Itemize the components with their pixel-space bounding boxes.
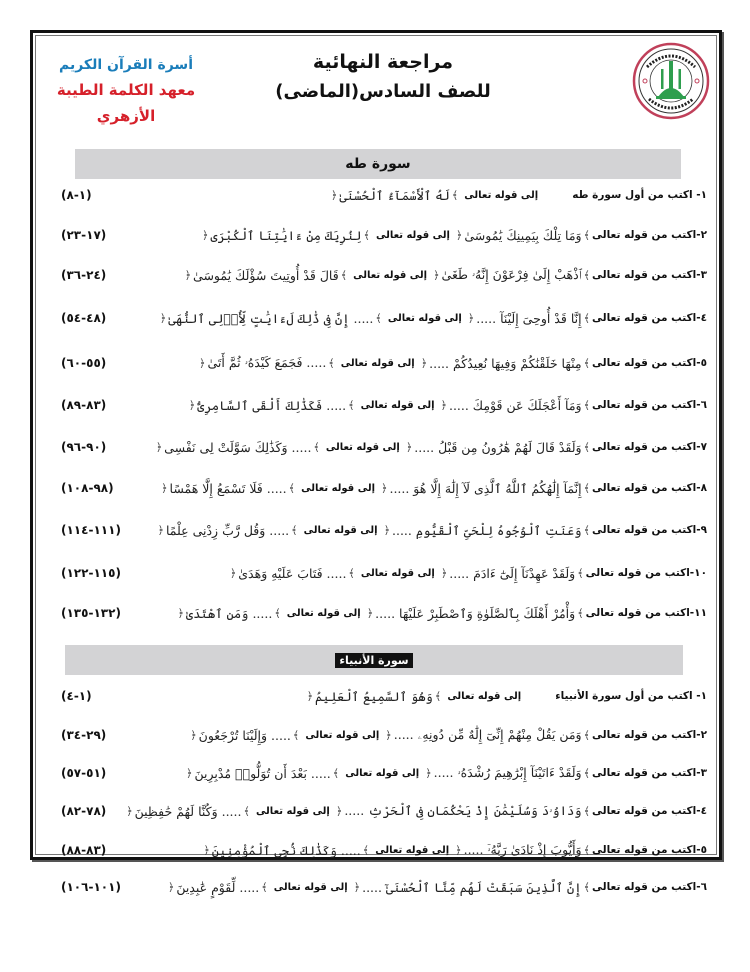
to-label: إلى قوله تعالى	[303, 524, 378, 536]
ornament-open: ﴾	[583, 311, 591, 325]
question-row	[47, 263, 707, 287]
question-row	[47, 761, 707, 785]
to-ayah: ..... بَعْدَ أَن تُوَلُّوا۟ مُدْبِرِينَ	[194, 765, 331, 781]
question-prefix: ٣-اكتب من قوله تعالى	[592, 269, 707, 281]
ornament-close: ﴿	[161, 481, 168, 495]
from-ayah: إِنَّا قَدْ أُوحِىَ إِلَيْنَآ .....	[476, 310, 582, 326]
ornament-close: ﴿	[229, 566, 237, 580]
ayah-range: (٤٨-٥٤)	[61, 311, 107, 325]
to-label: إلى قوله تعالى	[340, 357, 415, 369]
to-label: إلى قوله تعالى	[286, 607, 361, 619]
page-title: مراجعة النهائية	[312, 51, 454, 73]
ornament-open: ﴾	[328, 356, 335, 370]
question-row	[47, 875, 707, 899]
title-block	[253, 47, 513, 107]
question-row	[47, 223, 707, 247]
section-title-anbiya: سورة الأنبياء	[335, 653, 412, 668]
to-label: إلى قوله تعالى	[375, 229, 450, 241]
to-ayah: وَهُوَ ٱلسَّمِيعُ ٱلْعَلِيمُ	[315, 688, 433, 704]
to-label: إلى قوله تعالى	[447, 690, 522, 702]
to-ayah: ..... وَكَذَٰلِكَ سَوَّلَتْ لِى نَفْسِى	[164, 439, 312, 455]
question-prefix: ٥-اكتب من قوله تعالى	[592, 357, 707, 369]
ornament-close: ﴿	[203, 843, 210, 857]
to-label: إلى قوله تعالى	[255, 805, 330, 817]
ornament-open: ﴾	[577, 566, 584, 580]
ornament-open: ﴾	[340, 268, 348, 282]
to-ayah: لِنُرِيَكَ مِنْ ءَايَٰتِنَا ٱلْكُبْرَى	[210, 227, 362, 243]
from-ayah: وَدَاوُۥدَ وَسُلَيْمَٰنَ إِذْ يَحْكُمَانِ فِى ٱلْحَرْثِ .....	[344, 803, 582, 818]
ornament-close: ﴿	[467, 311, 475, 325]
from-ayah: وَمَن يَقُلْ مِنْهُمْ إِنِّىٓ إِلَٰهٌ مِّن دُونِهِۦ .....	[393, 727, 582, 742]
ayah-range: (١١١-١١٤)	[61, 523, 121, 537]
ornament-close: ﴿	[420, 356, 428, 370]
ayah-range: (٥١-٥٧)	[61, 766, 107, 780]
to-ayah: ..... فَلَا تَسْمَعُ إِلَّا هَمْسًا	[169, 480, 287, 496]
to-label: إلى قوله تعالى	[301, 482, 376, 494]
question-row	[47, 183, 707, 207]
question-prefix: ٨-اكتب من قوله تعالى	[592, 482, 707, 494]
ornament-close: ﴿	[159, 311, 167, 325]
question-prefix: ٩-اكتب من قوله تعالى	[592, 524, 707, 536]
question-row	[47, 518, 707, 542]
question-row	[47, 561, 707, 585]
ayah-range: (٢٩-٣٤)	[61, 728, 107, 742]
to-ayah: ..... فَتَابَ عَلَيْهِ وَهَدَىٰ	[238, 565, 347, 581]
ornament-open: ﴾	[577, 606, 584, 620]
question-row	[47, 476, 707, 500]
page-subtitle: للصف السادس(الماضى)	[275, 81, 491, 102]
ornament-close: ﴿	[335, 804, 343, 818]
ornament-open: ﴾	[332, 766, 340, 780]
from-ayah: ٱذْهَبْ إِلَىٰ فِرْعَوْنَ إِنَّهُۥ طَغَىٰ	[441, 267, 582, 282]
ornament-open: ﴾	[583, 523, 591, 537]
ornament-close: ﴿	[177, 606, 184, 620]
to-ayah: ..... فَجَمَعَ كَيْدَهُۥ ثُمَّ أَتَىٰ	[207, 355, 327, 370]
to-label: إلى قوله تعالى	[345, 767, 420, 779]
ornament-close: ﴿	[353, 880, 361, 894]
from-ayah: وَلَقَدْ قَالَ لَهُمْ هَٰرُونُ مِن قَبْلُ .....	[414, 439, 582, 455]
ornament-open: ﴾	[451, 188, 459, 202]
ornament-close: ﴿	[330, 188, 338, 202]
ornament-open: ﴾	[243, 804, 250, 818]
question-prefix: ٢-اكتب من قوله تعالى	[592, 729, 707, 741]
to-label: إلى قوله تعالى	[360, 399, 435, 411]
question-row	[47, 799, 707, 823]
to-ayah: لَهُ ٱلْأَسْمَآءُ ٱلْحُسْنَىٰ	[339, 187, 450, 203]
ornament-close: ﴿	[425, 766, 432, 780]
ornament-open: ﴾	[583, 728, 591, 742]
ayah-range: (٩٠-٩٦)	[61, 440, 107, 454]
ayah-range: (١٣٢-١٣٥)	[61, 606, 121, 620]
ornament-close: ﴿	[190, 728, 197, 742]
ayah-range: (٢٤-٣٦)	[61, 268, 107, 282]
ornament-open: ﴾	[583, 804, 591, 818]
ornament-open: ﴾	[583, 228, 591, 242]
from-ayah: وَلَقَدْ عَهِدْنَآ إِلَىٰٓ ءَادَمَ .....	[449, 565, 576, 581]
ayah-range: (١٧-٢٣)	[61, 228, 107, 242]
ayah-range: (٩٨-١٠٨)	[61, 481, 114, 495]
question-row	[47, 601, 707, 625]
page-frame	[30, 30, 722, 895]
to-label: إلى قوله تعالى	[305, 729, 380, 741]
ornament-open: ﴾	[375, 311, 382, 325]
ornament-close: ﴿	[199, 356, 206, 370]
ornament-close: ﴿	[455, 843, 462, 857]
question-prefix: ٤-اكتب من قوله تعالى	[592, 805, 707, 817]
ayah-range: (١-٨)	[61, 188, 92, 202]
question-prefix: ٥-اكتب من قوله تعالى	[592, 844, 707, 856]
ornament-close: ﴿	[405, 440, 413, 454]
question-row	[47, 351, 707, 375]
ornament-close: ﴿	[440, 566, 448, 580]
ornament-close: ﴿	[201, 228, 209, 242]
from-ayah: إِنَّ ٱلَّذِينَ سَبَقَتْ لَهُم مِّنَّا ٱلْحُسْنَىٰٓ .....	[362, 879, 582, 895]
organization-block	[41, 53, 211, 129]
ornament-close: ﴿	[188, 398, 196, 412]
ornament-open: ﴾	[583, 481, 591, 495]
ornament-open: ﴾	[583, 440, 591, 454]
to-label: إلى قوله تعالى	[464, 189, 539, 201]
ornament-open: ﴾	[348, 566, 355, 580]
ornament-open: ﴾	[583, 398, 591, 412]
ornament-open: ﴾	[362, 843, 370, 857]
question-row	[47, 684, 707, 708]
ayah-range: (١١٥-١٢٢)	[61, 566, 121, 580]
ornament-close: ﴿	[126, 804, 133, 818]
ornament-open: ﴾	[313, 440, 320, 454]
ornament-close: ﴿	[381, 481, 388, 495]
to-ayah: ..... إِنَّ فِى ذَٰلِكَ لَءَايَٰتٍ لِّأُو۟لِى ٱلنُّهَىٰ	[168, 310, 374, 326]
question-row	[47, 393, 707, 417]
to-label: إلى قوله تعالى	[353, 269, 428, 281]
ornament-close: ﴿	[383, 523, 391, 537]
to-label: إلى قوله تعالى	[273, 881, 348, 893]
org-line-1: أسرة القرآن الكريم	[58, 57, 194, 73]
question-prefix: ٢-اكتب من قوله تعالى	[592, 229, 707, 241]
from-ayah: وَعَنَتِ ٱلْوُجُوهُ لِلْحَىِّ ٱلْقَيُّومِ .....	[392, 522, 582, 538]
from-ayah: مِنْهَا خَلَقْنَٰكُمْ وَفِيهَا نُعِيدُكُمْ .....	[429, 355, 582, 371]
ayah-range: (١٠١-١٠٦)	[61, 880, 121, 894]
ornament-close: ﴿	[157, 523, 164, 537]
ornament-open: ﴾	[288, 481, 296, 495]
ornament-open: ﴾	[434, 689, 442, 703]
ornament-open: ﴾	[348, 398, 355, 412]
from-ayah: وَمَآ أَعْجَلَكَ عَن قَوْمِكَ .....	[448, 397, 582, 413]
from-ayah: وَمَا تِلْكَ بِيَمِينِكَ يَٰمُوسَىٰ	[464, 227, 582, 243]
to-ayah: ..... وَقُل رَّبِّ زِدْنِى عِلْمًا	[165, 522, 290, 538]
ornament-open: ﴾	[261, 880, 268, 894]
question-row	[47, 435, 707, 459]
from-ayah: وَأْمُرْ أَهْلَكَ بِٱلصَّلَوٰةِ وَٱصْطَبِرْ عَلَيْهَا .....	[375, 605, 576, 621]
question-row	[47, 723, 707, 747]
to-label: إلى قوله تعالى	[387, 312, 462, 324]
ornament-close: ﴿	[455, 228, 463, 242]
from-ayah: وَلَقَدْ ءَاتَيْنَآ إِبْرَٰهِيمَ رُشْدَهُۥ .....	[433, 765, 582, 780]
ornament-open: ﴾	[583, 268, 591, 282]
to-ayah: ..... فَكَذَٰلِكَ أَلْقَى ٱلسَّامِرِىُّ	[197, 397, 347, 413]
question-prefix: ٦-اكتب من قوله تعالى	[592, 881, 707, 893]
ornament-open: ﴾	[274, 606, 281, 620]
ornament-open: ﴾	[583, 766, 591, 780]
to-ayah: ..... وَإِلَيْنَا تُرْجَعُونَ	[198, 727, 291, 743]
ornament-close: ﴿	[440, 398, 447, 412]
to-ayah: ..... وَكُنَّا لَهُمْ حَٰفِظِينَ	[134, 803, 242, 819]
ornament-close: ﴿	[186, 766, 193, 780]
header	[33, 33, 719, 133]
ornament-open: ﴾	[583, 843, 591, 857]
to-ayah: ..... وَكَذَٰلِكَ نُۨجِى ٱلْمُؤْمِنِينَ	[211, 842, 361, 858]
ornament-open: ﴾	[583, 880, 591, 894]
question-row	[47, 838, 707, 862]
to-label: إلى قوله تعالى	[375, 844, 450, 856]
section-header-taha: سورة طه	[75, 149, 681, 179]
ayah-range: (١-٤)	[61, 689, 92, 703]
to-label: إلى قوله تعالى	[360, 567, 435, 579]
ornament-close: ﴿	[366, 606, 374, 620]
question-prefix: ٦-اكتب من قوله تعالى	[592, 399, 707, 411]
ornament-close: ﴿	[385, 728, 392, 742]
ornament-close: ﴿	[306, 689, 314, 703]
ornament-close: ﴿	[184, 268, 192, 282]
question-prefix: ١١-اكتب من قوله تعالى	[585, 607, 707, 619]
to-ayah: قَالَ قَدْ أُوتِيتَ سُؤْلَكَ يَٰمُوسَىٰ	[193, 267, 339, 283]
question-prefix: ١٠-اكتب من قوله تعالى	[585, 567, 707, 579]
question-row	[47, 306, 707, 330]
to-ayah: ..... لِّقَوْمٍ عَٰبِدِينَ	[176, 879, 260, 895]
ornament-open: ﴾	[292, 728, 300, 742]
ayah-range: (٨٣-٨٨)	[61, 843, 107, 857]
question-prefix: ٧-اكتب من قوله تعالى	[592, 441, 707, 453]
to-label: إلى قوله تعالى	[325, 441, 400, 453]
question-prefix: ١- اكتب من أول سورة الأنبياء	[555, 690, 707, 702]
ornament-open: ﴾	[291, 523, 298, 537]
from-ayah: إِنَّمَآ إِلَٰهُكُمُ ٱللَّهُ ٱلَّذِى لَآ إِلَٰهَ إِلَّا هُوَ .....	[389, 480, 582, 496]
section-header-anbiya	[65, 645, 683, 675]
from-ayah: وَأَيُّوبَ إِذْ نَادَىٰ رَبَّهُۥٓ .....	[463, 842, 582, 857]
ornament-open: ﴾	[363, 228, 370, 242]
org-line-2: معهد الكلمة الطيبة الأزهري	[56, 81, 196, 125]
ornament-close: ﴿	[155, 440, 163, 454]
ayah-range: (٧٨-٨٢)	[61, 804, 107, 818]
ayah-range: (٨٣-٨٩)	[61, 398, 107, 412]
question-prefix: ١- اكتب من أول سورة طه	[572, 189, 707, 201]
question-prefix: ٤-اكتب من قوله تعالى	[592, 312, 707, 324]
ornament-open: ﴾	[583, 356, 591, 370]
ornament-close: ﴿	[167, 880, 175, 894]
ayah-range: (٥٥-٦٠)	[61, 356, 107, 370]
ornament-close: ﴿	[433, 268, 440, 282]
to-ayah: ..... وَمَنِ ٱهْتَدَىٰ	[185, 605, 273, 621]
institute-logo	[631, 41, 711, 121]
question-prefix: ٣-اكتب من قوله تعالى	[592, 767, 707, 779]
